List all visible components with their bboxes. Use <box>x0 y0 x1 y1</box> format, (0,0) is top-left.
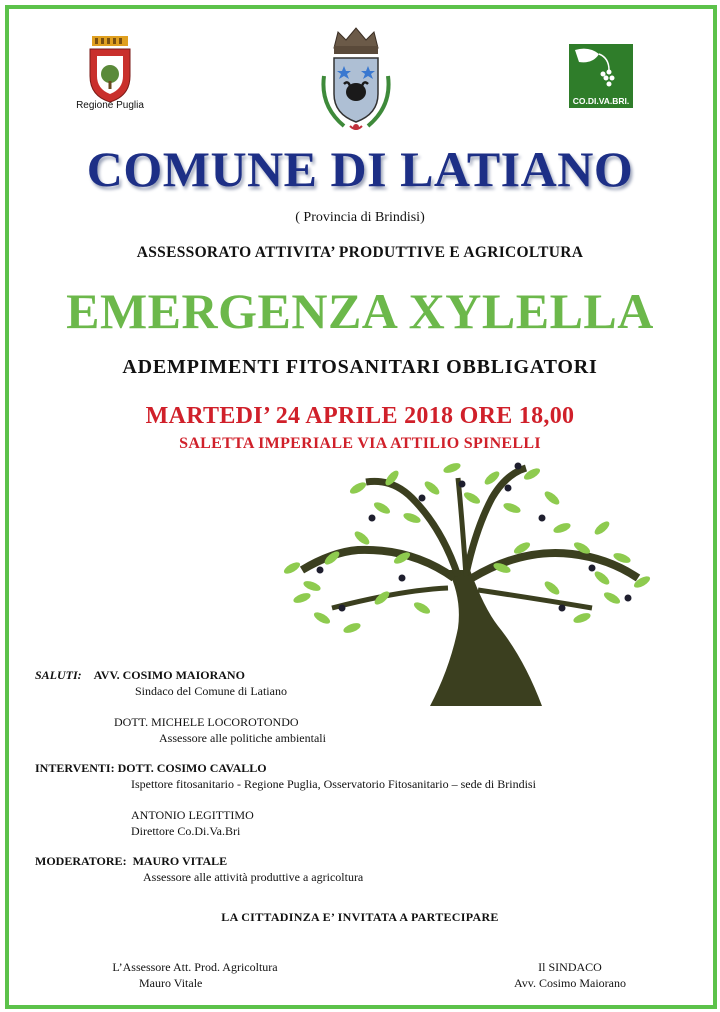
saluti-label: SALUTI: <box>35 668 82 682</box>
moderatore-role: Assessore alle attività produttive a agricoltura <box>143 870 364 884</box>
saluti-role-2: Assessore alle politiche ambientali <box>159 731 326 745</box>
event-subtitle: ADEMPIMENTI FITOSANITARI OBBLIGATORI <box>122 356 598 378</box>
footer-right-role: Il SINDACO <box>538 960 602 974</box>
codivabri-logo <box>569 44 633 108</box>
event-date-time: MARTEDI’ 24 APRILE 2018 ORE 18,00 <box>145 403 575 429</box>
assessorato-heading: ASSESSORATO ATTIVITA’ PRODUTTIVE E AGRICOLTURA <box>136 244 584 261</box>
interventi-label: INTERVENTI: <box>35 761 115 775</box>
regione-puglia-label: Regione Puglia <box>76 100 144 111</box>
footer-right-name: Avv. Cosimo Maiorano <box>514 976 626 990</box>
interventi-role-2: Direttore Co.Di.Va.Bri <box>131 824 241 838</box>
footer-left-role: L’Assessore Att. Prod. Agricoltura <box>112 960 278 974</box>
page-title: COMUNE DI LATIANO <box>86 141 634 197</box>
latiano-coat-of-arms <box>314 26 398 138</box>
event-venue: SALETTA IMPERIALE VIA ATTILIO SPINELLI <box>179 435 541 452</box>
footer-left-signature <box>95 960 295 991</box>
event-headline: EMERGENZA XYLELLA <box>66 283 654 339</box>
moderatore-name: MAURO VITALE <box>132 854 228 868</box>
grape-leaf-icon <box>569 44 633 94</box>
moderatore-row <box>35 854 227 869</box>
moderatore-label: MODERATORE: <box>35 854 127 868</box>
interventi-name-1: DOTT. COSIMO CAVALLO <box>117 761 267 775</box>
footer-left-name: Mauro Vitale <box>139 976 203 990</box>
interventi-role-1: Ispettore fitosanitario - Regione Puglia, Osservatorio Fitosanitario – sede di Brindisi <box>131 777 536 791</box>
olive-tree-illustration <box>262 458 658 708</box>
saluti-name-1: AVV. COSIMO MAIORANO <box>93 668 245 682</box>
provincia-subtitle: ( Provincia di Brindisi) <box>295 210 425 225</box>
interventi-name-2: ANTONIO LEGITTIMO <box>131 808 254 822</box>
interventi-row <box>35 761 267 776</box>
regione-puglia-logo <box>70 34 150 119</box>
invitation-text: LA CITTADINZA E’ INVITATA A PARTECIPARE <box>221 910 499 924</box>
saluti-name-2: DOTT. MICHELE LOCOROTONDO <box>114 715 299 729</box>
crest-icon <box>314 26 398 138</box>
regione-puglia-crest-icon <box>70 34 150 104</box>
codivabri-label: CO.DI.VA.BRI. <box>572 96 630 106</box>
saluti-role-1: Sindaco del Comune di Latiano <box>135 684 287 698</box>
tree-trunk <box>302 468 638 706</box>
saluti-row <box>35 668 245 683</box>
footer-right-signature <box>500 960 640 991</box>
